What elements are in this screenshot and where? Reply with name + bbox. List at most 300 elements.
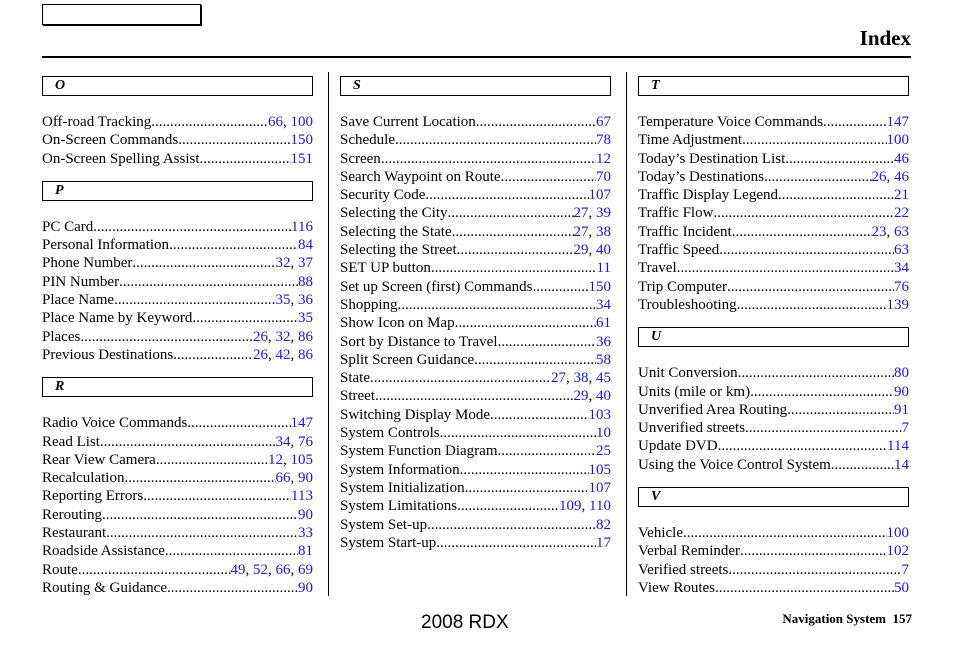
page-link[interactable]: 66 — [275, 561, 291, 578]
page-refs — [596, 150, 611, 168]
index-term: Personal Information — [42, 237, 170, 254]
page-refs — [253, 328, 313, 346]
index-term: Time Adjustment — [638, 132, 743, 149]
dot-leader — [715, 579, 894, 597]
page-link[interactable]: 66 — [275, 470, 291, 487]
index-term: Set up Screen (first) Commands — [340, 278, 533, 295]
page-refs — [894, 259, 909, 277]
dot-leader — [398, 296, 596, 314]
page-link[interactable]: 61 — [596, 315, 611, 332]
page-refs — [291, 218, 313, 236]
page-separator: , — [290, 561, 298, 578]
index-entry — [340, 516, 611, 534]
page-refs — [894, 278, 909, 296]
page-link[interactable]: 39 — [596, 205, 611, 222]
index-term: Trip Computer — [638, 278, 728, 295]
page-refs — [902, 561, 910, 579]
index-term: Traffic Display Legend — [638, 187, 778, 204]
dot-leader — [119, 273, 298, 291]
page-link[interactable]: 110 — [589, 498, 611, 515]
page-separator: , — [245, 561, 253, 578]
dot-leader — [778, 186, 894, 204]
index-entry — [340, 259, 611, 277]
section-header-r: R — [42, 377, 313, 397]
index-term: Route — [42, 561, 78, 578]
page-refs — [298, 273, 313, 291]
index-term: State — [340, 370, 370, 387]
dot-leader — [375, 387, 574, 405]
column-divider-1 — [328, 72, 329, 596]
page-refs — [298, 309, 313, 327]
index-entry — [42, 254, 313, 272]
index-term: Shopping — [340, 296, 398, 313]
index-entry — [340, 387, 611, 405]
index-entry — [638, 579, 909, 597]
footer-title: Navigation System — [782, 611, 886, 626]
index-term: Selecting the State — [340, 223, 452, 240]
dot-leader — [455, 314, 596, 332]
index-term: PC Card — [42, 218, 94, 235]
dot-leader — [742, 131, 886, 149]
page-link[interactable]: 80 — [894, 365, 909, 382]
page-link[interactable]: 46 — [894, 150, 909, 167]
page-separator: , — [268, 561, 276, 578]
page-refs — [253, 346, 313, 364]
page-separator: , — [886, 223, 894, 240]
page-link[interactable]: 113 — [291, 488, 313, 505]
index-entry — [340, 424, 611, 442]
page-link[interactable]: 78 — [596, 132, 611, 149]
page-link[interactable]: 35 — [298, 310, 313, 327]
index-entry — [42, 524, 313, 542]
index-entry — [340, 113, 611, 131]
page-refs — [276, 291, 314, 309]
dot-leader — [114, 291, 275, 309]
page-link[interactable]: 14 — [894, 456, 909, 473]
index-entry — [42, 561, 313, 579]
page-refs — [276, 254, 314, 272]
page-link[interactable]: 84 — [298, 237, 313, 254]
index-entry — [340, 406, 611, 424]
page-link[interactable]: 33 — [298, 525, 313, 542]
index-term: Traffic Incident — [638, 223, 732, 240]
dot-leader — [787, 401, 894, 419]
dot-leader — [745, 419, 901, 437]
page-link[interactable]: 38 — [596, 223, 611, 240]
index-entry — [638, 223, 909, 241]
dot-leader — [381, 150, 596, 168]
dot-leader — [151, 113, 268, 131]
index-column-3 — [638, 76, 909, 610]
index-entry — [42, 150, 313, 168]
index-entry — [42, 236, 313, 254]
page-refs — [596, 534, 611, 552]
page-link[interactable]: 38 — [573, 370, 589, 387]
section-entries-u — [638, 364, 909, 474]
index-entry — [638, 437, 909, 455]
index-entry — [42, 451, 313, 469]
page-refs — [574, 204, 612, 222]
page-link[interactable]: 100 — [886, 132, 909, 149]
dot-leader — [713, 204, 894, 222]
page-link[interactable]: 27 — [551, 370, 566, 387]
page-link[interactable]: 70 — [596, 168, 611, 185]
page-link[interactable]: 150 — [588, 278, 611, 295]
page-separator: , — [886, 168, 894, 185]
page-link[interactable]: 139 — [886, 296, 909, 313]
index-term: Screen — [340, 150, 381, 167]
index-term: Place Name by Keyword — [42, 310, 193, 327]
index-column-2 — [340, 76, 611, 565]
page-link[interactable]: 23 — [871, 223, 887, 240]
page-separator: , — [588, 205, 596, 222]
page-refs — [887, 131, 910, 149]
page-refs — [887, 296, 910, 314]
page-link[interactable]: 12 — [596, 150, 611, 167]
dot-leader — [440, 424, 596, 442]
page-link[interactable]: 90 — [298, 579, 313, 596]
page-link[interactable]: 36 — [596, 333, 611, 350]
index-entry — [638, 561, 909, 579]
index-entry — [638, 168, 909, 186]
page-link[interactable]: 76 — [894, 278, 909, 295]
page-link[interactable]: 32 — [275, 255, 291, 272]
dot-leader — [132, 254, 275, 272]
page-refs — [894, 186, 909, 204]
index-entry — [340, 241, 611, 259]
page-refs — [268, 451, 313, 469]
index-term: Show Icon on Map — [340, 315, 455, 332]
page-link[interactable]: 150 — [290, 132, 313, 149]
page-link[interactable]: 45 — [596, 370, 611, 387]
page-link[interactable]: 12 — [268, 451, 283, 468]
page-link[interactable]: 42 — [275, 346, 291, 363]
page-refs — [298, 542, 313, 560]
index-entry — [340, 461, 611, 479]
page-refs — [231, 561, 314, 579]
page-separator: , — [290, 292, 298, 309]
index-term: Units (mile or km) — [638, 383, 751, 400]
index-entry — [42, 542, 313, 560]
page-link[interactable]: 34 — [275, 433, 291, 450]
index-term: System Start-up — [340, 534, 437, 551]
index-term: Security Code — [340, 187, 426, 204]
index-term: Using the Voice Control System — [638, 456, 831, 473]
dot-leader — [737, 296, 887, 314]
index-entry — [42, 218, 313, 236]
page-separator: , — [268, 346, 276, 363]
page-separator: , — [581, 498, 590, 515]
page-refs — [887, 437, 909, 455]
dot-leader — [143, 487, 291, 505]
index-term: Restaurant — [42, 525, 107, 542]
page-link[interactable]: 26 — [871, 168, 887, 185]
index-entry — [638, 150, 909, 168]
page-refs — [894, 150, 909, 168]
index-entry — [42, 113, 313, 131]
section-entries-s — [340, 113, 611, 552]
page-refs — [596, 351, 611, 369]
page-link[interactable]: 7 — [901, 420, 909, 437]
index-entry — [340, 223, 611, 241]
page-link[interactable]: 147 — [290, 415, 313, 432]
page-link[interactable]: 76 — [298, 433, 313, 450]
page-refs — [596, 168, 611, 186]
index-term: On-Screen Spelling Assist — [42, 150, 200, 167]
index-entry — [42, 131, 313, 149]
index-term: Split Screen Guidance — [340, 351, 475, 368]
page-link[interactable]: 49 — [230, 561, 246, 578]
page-refs — [596, 131, 611, 149]
page-refs — [298, 524, 313, 542]
index-entry — [340, 278, 611, 296]
page-separator: , — [566, 370, 574, 387]
page-link[interactable]: 90 — [298, 470, 313, 487]
page-refs — [872, 168, 910, 186]
page-link[interactable]: 40 — [596, 388, 611, 405]
page-refs — [872, 223, 910, 241]
section-entries-r — [42, 414, 313, 597]
column-divider-2 — [626, 72, 627, 596]
index-term: Roadside Assistance — [42, 543, 165, 560]
page-separator: , — [588, 223, 596, 240]
index-entry — [42, 487, 313, 505]
page-separator: , — [290, 433, 298, 450]
dot-leader — [457, 497, 559, 515]
page-link[interactable]: 105 — [588, 461, 611, 478]
index-term: Place Name — [42, 292, 115, 309]
index-entry — [340, 168, 611, 186]
index-term: System Controls — [340, 425, 440, 442]
page-link[interactable]: 11 — [596, 260, 611, 277]
index-term: Street — [340, 388, 375, 405]
index-entry — [638, 524, 909, 542]
dot-leader — [683, 524, 887, 542]
index-term: Verbal Reminder — [638, 543, 741, 560]
dot-leader — [447, 204, 573, 222]
index-term: System Set-up — [340, 516, 428, 533]
dot-leader — [785, 150, 894, 168]
index-term: Rerouting — [42, 506, 102, 523]
section-entries-v — [638, 524, 909, 597]
page-link[interactable]: 69 — [298, 561, 313, 578]
page-link[interactable]: 67 — [596, 114, 611, 130]
index-entry — [638, 383, 909, 401]
dot-leader — [200, 150, 291, 168]
index-entry — [42, 291, 313, 309]
page-refs — [597, 259, 611, 277]
page-link[interactable]: 88 — [298, 273, 313, 290]
index-entry — [638, 131, 909, 149]
page-refs — [559, 497, 611, 515]
page-link[interactable]: 34 — [596, 296, 611, 313]
page-link[interactable]: 26 — [253, 328, 268, 345]
index-term: On-Screen Commands — [42, 132, 179, 149]
page-refs — [291, 150, 314, 168]
index-term: Traffic Speed — [638, 242, 720, 259]
index-entry — [42, 469, 313, 487]
page-refs — [596, 442, 611, 460]
dot-leader — [740, 542, 886, 560]
page-link[interactable]: 82 — [596, 516, 611, 533]
page-link[interactable]: 100 — [290, 114, 313, 130]
page-link[interactable]: 109 — [559, 498, 582, 515]
index-entry — [638, 419, 909, 437]
page-link[interactable]: 103 — [588, 406, 611, 423]
page-link[interactable]: 52 — [253, 561, 268, 578]
dot-leader — [831, 456, 894, 474]
dot-leader — [823, 113, 886, 131]
index-term: SET UP button — [340, 260, 431, 277]
page-link[interactable]: 29 — [573, 242, 589, 259]
dot-leader — [728, 561, 901, 579]
dot-leader — [457, 241, 574, 259]
dot-leader — [178, 131, 290, 149]
index-entry — [42, 346, 313, 364]
page-link[interactable]: 35 — [275, 292, 291, 309]
page-separator: , — [290, 346, 298, 363]
page-link[interactable]: 105 — [290, 451, 313, 468]
page-link[interactable]: 50 — [894, 579, 909, 596]
page-link[interactable]: 17 — [596, 534, 611, 551]
index-term: Routing & Guidance — [42, 579, 167, 596]
page-link[interactable]: 90 — [298, 506, 313, 523]
dot-leader — [465, 479, 589, 497]
index-entry — [42, 328, 313, 346]
dot-leader — [169, 236, 298, 254]
page-refs — [887, 113, 910, 131]
page-link[interactable]: 29 — [573, 388, 589, 405]
page-link[interactable]: 63 — [894, 242, 909, 259]
index-entry — [340, 204, 611, 222]
header-rule — [42, 56, 911, 58]
dot-leader — [476, 113, 596, 131]
index-term: Verified streets — [638, 561, 729, 578]
page-refs — [887, 524, 910, 542]
index-term: Places — [42, 328, 81, 345]
page-footer — [782, 611, 912, 627]
index-entry — [340, 150, 611, 168]
page-separator: , — [290, 470, 298, 487]
index-entry — [42, 506, 313, 524]
dot-leader — [490, 406, 589, 424]
page-link[interactable]: 86 — [298, 328, 313, 345]
page-refs — [574, 223, 612, 241]
page-link[interactable]: 25 — [596, 443, 611, 460]
dot-leader — [192, 309, 298, 327]
index-entry — [340, 314, 611, 332]
page-link[interactable]: 36 — [298, 292, 313, 309]
page-refs — [596, 113, 611, 131]
page-separator: , — [268, 328, 276, 345]
page-link[interactable]: 102 — [886, 543, 909, 560]
page-link[interactable]: 27 — [573, 205, 589, 222]
page-separator: , — [588, 370, 596, 387]
dot-leader — [719, 241, 894, 259]
page-link[interactable]: 66 — [268, 114, 283, 130]
page-refs — [589, 406, 612, 424]
page-refs — [298, 579, 313, 597]
page-link[interactable]: 21 — [894, 187, 909, 204]
dot-leader — [738, 364, 894, 382]
page-link[interactable]: 10 — [596, 425, 611, 442]
dot-leader — [165, 542, 298, 560]
page-link[interactable]: 100 — [886, 525, 909, 542]
index-term: Update DVD — [638, 438, 718, 455]
page-link[interactable]: 26 — [253, 346, 268, 363]
index-entry — [638, 456, 909, 474]
index-entry — [638, 241, 909, 259]
page-link[interactable]: 37 — [298, 255, 313, 272]
index-entry — [638, 401, 909, 419]
index-term: Previous Destinations — [42, 346, 174, 363]
page-link[interactable]: 151 — [290, 150, 313, 167]
page-link[interactable]: 34 — [894, 260, 909, 277]
page-refs — [902, 419, 910, 437]
page-link[interactable]: 86 — [298, 346, 313, 363]
index-term: Today’s Destinations — [638, 168, 765, 185]
dot-leader — [370, 369, 551, 387]
page-link[interactable]: 90 — [894, 383, 909, 400]
dot-leader — [431, 259, 597, 277]
page-refs — [276, 469, 314, 487]
dot-leader — [460, 461, 589, 479]
page-refs — [894, 204, 909, 222]
page-link[interactable]: 116 — [291, 218, 313, 235]
index-entry — [42, 414, 313, 432]
page-refs — [298, 236, 313, 254]
index-term: Unverified Area Routing — [638, 401, 788, 418]
page-refs — [268, 113, 313, 131]
page-link[interactable]: 63 — [894, 223, 909, 240]
dot-leader — [452, 223, 574, 241]
page-link[interactable]: 107 — [588, 479, 611, 496]
index-term: Traffic Flow — [638, 205, 714, 222]
dot-leader — [100, 433, 276, 451]
page-link[interactable]: 46 — [894, 168, 909, 185]
page-link[interactable]: 91 — [894, 401, 909, 418]
index-term: Off-road Tracking — [42, 114, 152, 130]
dot-leader — [532, 278, 588, 296]
page-link[interactable]: 58 — [596, 351, 611, 368]
page-link[interactable]: 81 — [298, 543, 313, 560]
dot-leader — [501, 168, 596, 186]
page-refs — [291, 414, 314, 432]
dot-leader — [474, 351, 596, 369]
index-term: Travel — [638, 260, 677, 277]
page-refs — [894, 241, 909, 259]
model-label: 2008 RDX — [421, 612, 509, 633]
page-link[interactable]: 32 — [275, 328, 291, 345]
page-link[interactable]: 7 — [901, 561, 909, 578]
page-link[interactable]: 107 — [588, 187, 611, 204]
section-entries-p — [42, 218, 313, 364]
page-link[interactable]: 114 — [887, 438, 909, 455]
index-term: Recalculation — [42, 470, 125, 487]
dot-leader — [425, 186, 588, 204]
section-header-o: O — [42, 76, 313, 96]
index-entry — [340, 479, 611, 497]
index-entry — [638, 186, 909, 204]
page-refs — [589, 461, 612, 479]
page-link[interactable]: 27 — [573, 223, 589, 240]
index-entry — [42, 433, 313, 451]
page-link[interactable]: 40 — [596, 242, 611, 259]
page-link[interactable]: 22 — [894, 205, 909, 222]
page-link[interactable]: 147 — [886, 114, 909, 130]
page-refs — [894, 383, 909, 401]
index-entry — [638, 113, 909, 131]
